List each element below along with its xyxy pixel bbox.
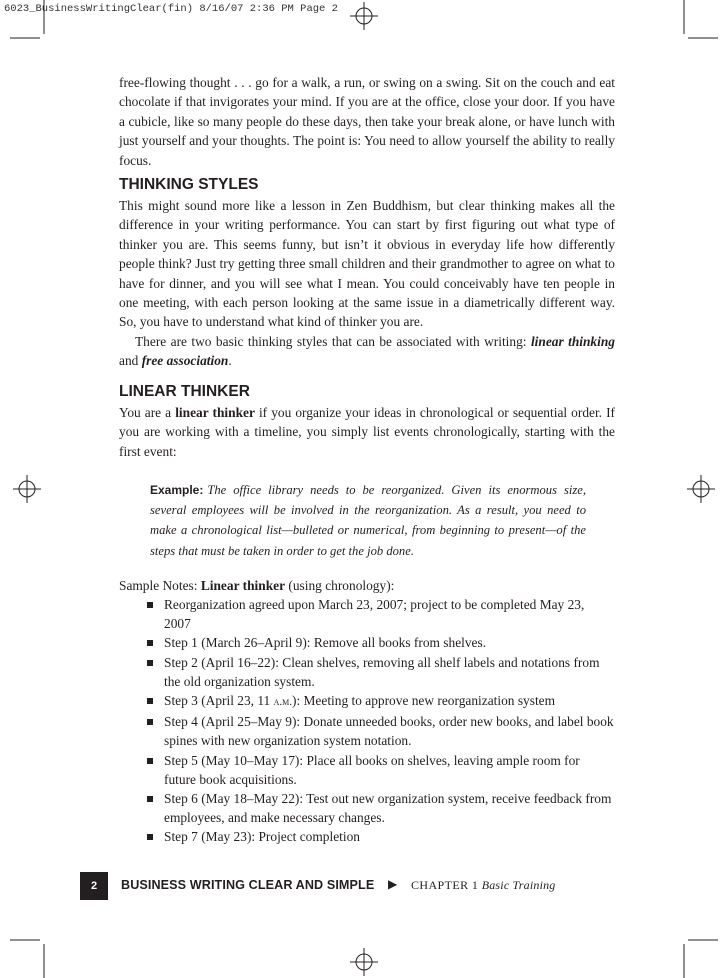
footer-arrow-icon: ▶	[388, 877, 398, 891]
registration-mark-right	[687, 475, 715, 503]
lt-start: You are a	[119, 405, 176, 420]
bullet-square-icon	[147, 834, 153, 840]
list-item-am: a.m.	[273, 696, 292, 709]
bullet-square-icon	[147, 602, 153, 608]
bullet-square-icon	[147, 660, 153, 666]
intro-paragraph: free-flowing thought . . . go for a walk, a run, or swing on a swing. Sit on the couch and eat chocolate if that invigorates your mind. If you are at the office, close your door. If you have a cubicle, like so many people do these days, then take your break alone, or have lunch with just yourself and your thoughts. The point is: You need to allow yourself the ability to really focus.	[119, 75, 615, 168]
linear-thinker-paragraph	[119, 403, 615, 461]
list-item	[144, 691, 614, 712]
registration-mark-left	[13, 475, 41, 503]
lt-end: if you organize your ideas in chronological or sequential order. If you are working with a timeline, you simply list events chronologically, starting with the first event:	[119, 405, 616, 459]
intro-text	[119, 73, 615, 170]
sample-notes-intro	[119, 576, 394, 595]
bullet-square-icon	[147, 796, 153, 802]
example-text: The office library needs to be reorganized. Given its enormous size, several employees will be involved in the reorganization. As a result, you need to make a chronological list—bulleted or numerical, from beginning to present—of the steps that must be taken in order to get the job done.	[150, 483, 586, 558]
bullet-square-icon	[147, 698, 153, 704]
bullet-square-icon	[147, 758, 153, 764]
list-item-text: Step 3 (April 23, 11	[164, 693, 274, 709]
list-item	[144, 712, 614, 750]
term-linear-thinker: linear thinker	[175, 405, 255, 420]
footer-chapter-number: CHAPTER 1	[411, 878, 479, 892]
print-slug: 6023_BusinessWritingClear(fin) 8/16/07 2:36 PM Page 2	[4, 3, 338, 15]
notes-prefix: Sample Notes:	[119, 578, 201, 593]
page-number: 2	[80, 872, 108, 900]
registration-mark-top	[350, 2, 378, 30]
term-free-association: free association	[141, 353, 229, 369]
list-item	[144, 653, 614, 691]
list-item-text: Step 6 (May 18–May 22): Test out new organization system, receive feedback from employees, and make necessary changes.	[164, 791, 612, 826]
bullet-square-icon	[147, 640, 153, 646]
list-item-text: Step 7 (May 23): Project completion	[164, 829, 360, 845]
notes-suffix: (using chronology):	[285, 578, 395, 593]
p2-start: There are two basic thinking styles that can be associated with writing:	[135, 333, 531, 349]
list-item-text: Step 4 (April 25–May 9): Donate unneeded books, order new books, and label book spines with new organization system notation.	[164, 714, 614, 749]
term-linear-thinking: linear thinking	[530, 333, 615, 349]
list-item-text: Step 5 (May 10–May 17): Place all books on shelves, leaving ample room for future book acquisitions.	[164, 752, 580, 787]
list-item-text: Step 1 (March 26–April 9): Remove all books from shelves.	[164, 635, 487, 651]
sample-notes-list	[144, 595, 614, 847]
list-item	[144, 789, 614, 827]
p2-end: .	[228, 353, 232, 369]
registration-mark-bottom	[350, 948, 378, 976]
linear-thinker-text	[119, 403, 615, 461]
list-item-text-rest: ): Meeting to approve new reorganization system	[292, 693, 556, 709]
bullet-square-icon	[147, 719, 153, 725]
list-item	[144, 751, 614, 789]
list-item	[144, 633, 614, 652]
notes-term: Linear thinker	[200, 578, 286, 593]
thinking-styles-paragraph: This might sound more like a lesson in Zen Buddhism, but clear thinking makes all the difference in your writing performance. You can start by first figuring out what type of thinker you are. This seems funny, but isn’t it obvious in everyday life how differently people think? Just try getting three small children and their grandmother to agree on what to have for dinner, and you will see what I mean. You could conceivably have ten people in one meeting, with each person looking at the same issue in a diametrically different way. So, you have to understand what kind of thinker you are.	[119, 198, 615, 330]
footer-chapter-title: Basic Training	[481, 878, 556, 892]
thinking-styles-text	[119, 196, 615, 371]
footer-chapter	[411, 878, 556, 893]
page-footer	[80, 872, 620, 900]
p2-mid: and	[119, 353, 142, 369]
thinking-styles-paragraph-2	[119, 332, 615, 371]
heading-linear-thinker: LINEAR THINKER	[119, 383, 250, 400]
example-block	[150, 480, 586, 561]
list-item	[144, 827, 614, 846]
heading-thinking-styles: THINKING STYLES	[119, 176, 259, 193]
list-item	[144, 595, 614, 633]
list-item-text: Step 2 (April 16–22): Clean shelves, removing all shelf labels and notations from the old organization system.	[164, 654, 600, 689]
footer-book-title: BUSINESS WRITING CLEAR AND SIMPLE	[121, 878, 375, 892]
example-label: Example:	[150, 483, 204, 497]
list-item-text: Reorganization agreed upon March 23, 2007; project to be completed May 23, 2007	[164, 597, 585, 632]
